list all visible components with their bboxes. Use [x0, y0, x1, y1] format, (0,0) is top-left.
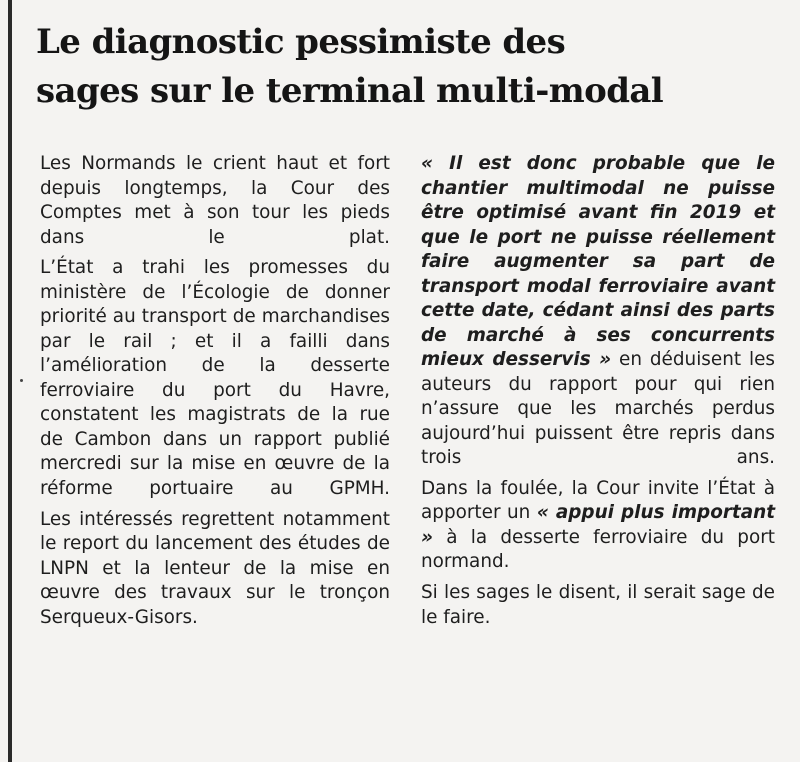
title-line-1: Le diagnostic pessimiste des [36, 22, 566, 62]
left-column [40, 152, 390, 636]
paragraph-conclusion: Si les sages le disent, il serait sage de le faire. [421, 582, 775, 628]
left-margin-rule [8, 0, 12, 762]
scan-speck [20, 379, 23, 382]
invitation-text-start: Dans la foulée, la Cour invite l’État à apporter un [421, 477, 775, 524]
title-line-2: sages sur le terminal multi-modal [36, 71, 664, 111]
paragraph-quote [421, 152, 775, 471]
invitation-text-end: à la desserte ferroviaire du port normand. [421, 526, 775, 573]
paragraph-court-invitation [421, 477, 775, 575]
right-column [421, 152, 775, 636]
paragraph-intro: Les Normands le crient haut et fort depuis longtemps, la Cour des Comptes met à son tour les pieds dans le plat. [40, 153, 390, 248]
quote-attribution: en déduisent les auteurs du rapport pour qui rien n’assure que les marchés perdus aujourd’hui puissent être repris dans trois ans. [421, 349, 775, 468]
report-quote: « Il est donc probable que le chantier multimodal ne puisse être optimisé avant fin 2019 et que le port ne puisse réellement faire augmenter sa part de transport modal ferroviaire avant cette date, cédant ainsi des parts de marché à ses concurrents mieux desservis » [421, 153, 775, 370]
article-title [36, 18, 776, 116]
paragraph-state-failure: L’État a trahi les promesses du ministère de l’Écologie de donner priorité au transport de marchandises par le rail ; et il a failli dans l’amélioration de la desserte ferroviaire du port du Havre, constatent les magistrats de la rue de Cambon dans un rapport publié mercredi sur la mise en œuvre de la réforme portuaire au GPMH. [40, 257, 390, 499]
paragraph-regrets: Les intéressés regrettent notamment le report du lancement des études de LNPN et la lenteur de la mise en œuvre des travaux sur le tronçon Serqueux-Gisors. [40, 508, 390, 628]
support-quote: « appui plus important » [421, 502, 775, 548]
